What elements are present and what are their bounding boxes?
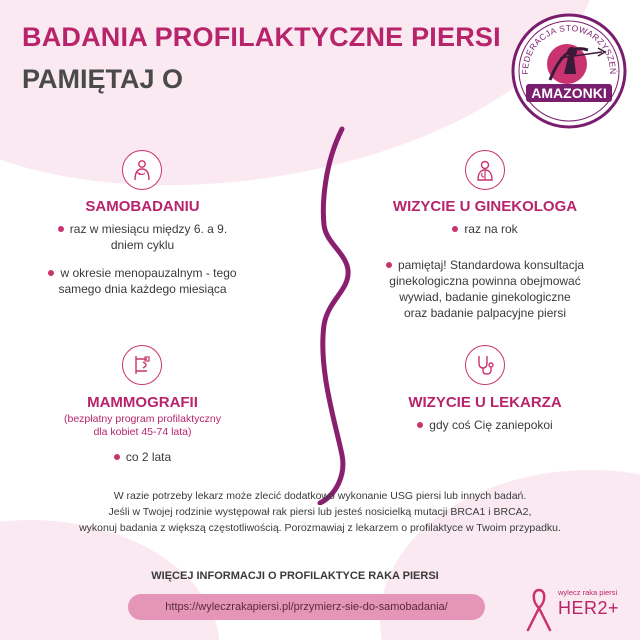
self-exam-title: SAMOBADANIU [85,198,200,215]
self-exam-item-2: w okresie menopauzalnym - tego samego dnia każdego miesiąca [30,265,255,297]
amazon-archer-logo-icon [510,12,628,130]
bullet-dot [452,226,458,232]
bullet-dot [114,454,120,460]
doctor-icon-badge [465,345,505,385]
her2-big-text: HER2+ [558,598,620,618]
section-gynecologist [360,198,610,321]
mammography-subtitle: (bezpłatny program profilaktyczny dla kobiet 45-74 lata) [64,413,221,438]
page-subtitle: PAMIĘTAJ O [22,64,184,94]
woman-self-exam-icon [130,158,154,182]
url-text[interactable]: https://wyleczrakapiersi.pl/przymierz-sie-do-samobadania/ [165,601,448,613]
pink-ribbon-icon [520,584,558,634]
doctor-title: WIZYCIE U LEKARZA [408,394,562,411]
bullet-dot [58,226,64,232]
additional-note: W razie potrzeby lekarz może zlecić dodatkowo wykonanie USG piersi lub innych badań. Jeśli w Twojej rodzinie występował rak piersi lub jesteś nosicielką mutacji BRCA1 i BRCA2, wykonuj badania z większą częstotliwością. Porozmawiaj z lekarzem o profilaktyce w Twoim przypadku. [79,490,561,534]
doctor-item-1: gdy coś Cię zaniepokoi [360,417,610,433]
mammography-icon-badge [122,345,162,385]
gynecologist-title: WIZYCIE U GINEKOLOGA [392,198,578,215]
stethoscope-icon [473,353,497,377]
section-doctor [360,394,610,433]
bullet-dot [386,262,392,268]
doctor-icon [473,158,497,182]
mammography-title: MAMMOGRAFII [87,394,198,411]
amazonki-logo [510,12,628,130]
bullet-dot [417,422,423,428]
mammography-item-1: co 2 lata [30,449,255,465]
her2-brand-logo [520,584,630,634]
url-link[interactable] [128,594,485,620]
page-title: BADANIA PROFILAKTYCZNE PIERSI [22,22,501,52]
section-mammography [30,394,255,465]
self-exam-icon-badge [122,150,162,190]
gynecologist-icon-badge [465,150,505,190]
gynecologist-item-1: raz na rok [360,221,610,237]
her2-small-text: wylecz raka piersi [558,588,618,597]
logo-arc-text: FEDERACJA STOWARZYSZEŃ [519,22,619,75]
section-self-exam [30,198,255,297]
gynecologist-item-2: pamiętaj! Standardowa konsultacja ginekologiczna powinna obejmować wywiad, badanie ginekologiczne oraz badanie palpacyjne piersi [360,257,610,321]
more-info-heading: WIĘCEJ INFORMACJI O PROFILAKTYCE RAKA PIERSI [151,570,439,582]
mammography-icon [130,353,154,377]
bullet-dot [48,270,54,276]
logo-name: AMAZONKI [531,85,607,101]
self-exam-item-1: raz w miesiącu między 6. a 9. dniem cyklu [30,221,255,253]
